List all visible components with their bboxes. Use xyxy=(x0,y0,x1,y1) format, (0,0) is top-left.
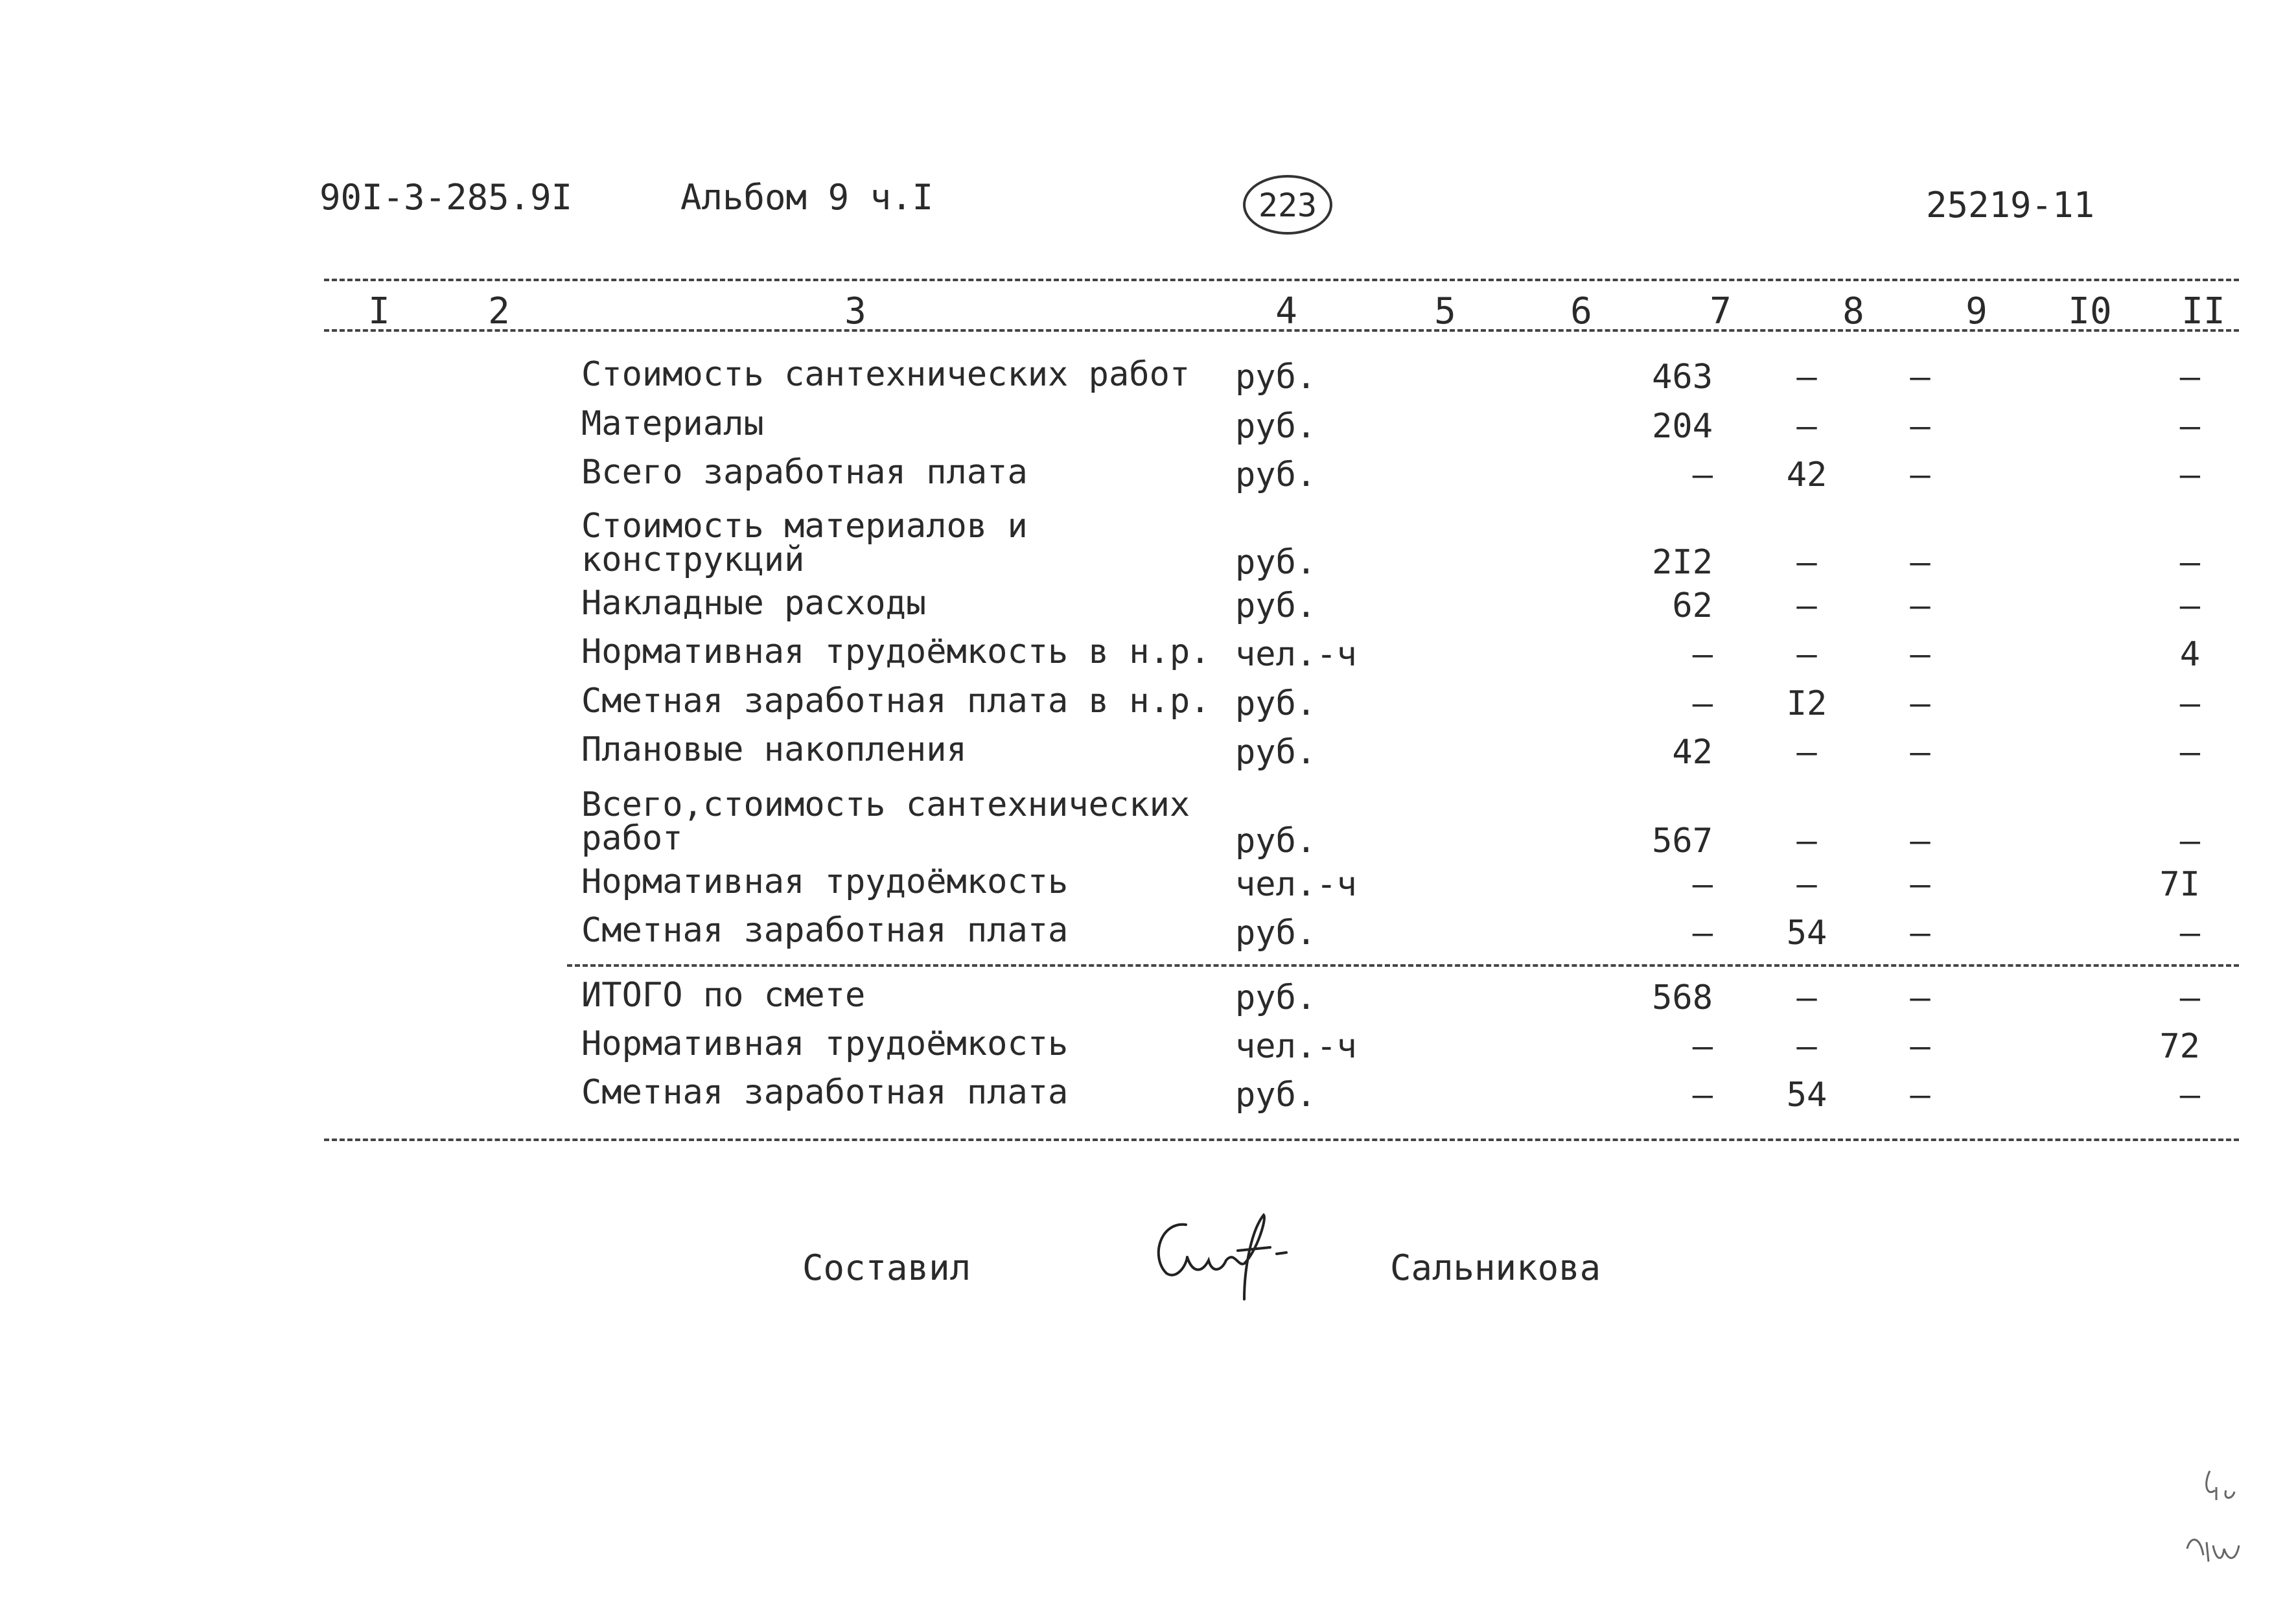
cell-col11: – xyxy=(2179,407,2200,446)
cell-col11: 72 xyxy=(2159,1027,2200,1066)
column-number: 7 xyxy=(1710,290,1732,332)
cell-col11: – xyxy=(2179,1076,2200,1115)
cell-col7: 568 xyxy=(1652,978,1713,1017)
cell-col7: – xyxy=(1692,1027,1713,1066)
row-label-line: Всего заработная плата xyxy=(581,453,1028,492)
row-unit: руб. xyxy=(1235,586,1317,625)
row-label xyxy=(581,584,927,623)
row-label-line: Нормативная трудоёмкость xyxy=(581,862,1069,901)
cell-col7: 62 xyxy=(1672,586,1713,625)
cell-col8: 42 xyxy=(1786,456,1827,494)
sheet-code: 25219-11 xyxy=(1926,185,2095,225)
row-unit: руб. xyxy=(1235,684,1317,723)
row-unit: чел.-ч xyxy=(1235,865,1357,904)
row-label-line: Материалы xyxy=(581,404,764,443)
table-row xyxy=(0,632,2296,674)
row-label xyxy=(581,682,1211,721)
cell-col7: – xyxy=(1692,1076,1713,1115)
row-label xyxy=(581,509,1028,577)
cell-col9: – xyxy=(1910,684,1931,723)
table-row xyxy=(0,730,2296,772)
row-label-line: ИТОГО по смете xyxy=(581,976,866,1015)
column-number: 5 xyxy=(1434,290,1456,332)
row-label xyxy=(581,453,1028,492)
row-unit: руб. xyxy=(1235,543,1317,582)
row-label-line: Нормативная трудоёмкость в н.р. xyxy=(581,632,1211,671)
row-label-line: работ xyxy=(581,819,683,858)
table-row xyxy=(0,584,2296,625)
cell-col7: 2I2 xyxy=(1652,543,1713,582)
compiler-name: Сальникова xyxy=(1390,1247,1601,1288)
cell-col9: – xyxy=(1910,543,1931,582)
row-label-line: Накладные расходы xyxy=(581,584,927,623)
cell-col9: – xyxy=(1910,586,1931,625)
row-label-line: конструкций xyxy=(581,540,805,579)
cell-col8: – xyxy=(1796,865,1817,904)
cell-col7: – xyxy=(1692,865,1713,904)
cell-col8: – xyxy=(1796,543,1817,582)
table-row xyxy=(0,355,2296,397)
cell-col9: – xyxy=(1910,978,1931,1017)
cell-col7: 463 xyxy=(1652,358,1713,397)
cell-col9: – xyxy=(1910,1076,1931,1115)
cell-col11: 7I xyxy=(2159,865,2200,904)
cell-col11: – xyxy=(2179,543,2200,582)
row-label xyxy=(581,862,1069,901)
table-row xyxy=(0,785,2296,861)
row-label xyxy=(581,1073,1069,1112)
page-number-badge xyxy=(1243,175,1332,235)
row-label-line: Сметная заработная плата в н.р. xyxy=(581,682,1211,721)
cell-col9: – xyxy=(1910,822,1931,861)
margin-pencil-mark xyxy=(2177,1464,2275,1581)
row-unit: руб. xyxy=(1235,407,1317,446)
row-label-line: Сметная заработная плата xyxy=(581,911,1069,950)
column-number: 8 xyxy=(1842,290,1864,332)
cell-col11: – xyxy=(2179,978,2200,1017)
row-label-line: Сметная заработная плата xyxy=(581,1073,1069,1112)
table-row xyxy=(0,682,2296,723)
table-row xyxy=(0,1024,2296,1066)
cell-col9: – xyxy=(1910,914,1931,953)
row-unit: руб. xyxy=(1235,456,1317,494)
cell-col9: – xyxy=(1910,358,1931,397)
row-unit: чел.-ч xyxy=(1235,635,1357,674)
row-unit: чел.-ч xyxy=(1235,1027,1357,1066)
cell-col11: 4 xyxy=(2179,635,2200,674)
cell-col11: – xyxy=(2179,586,2200,625)
column-number: 6 xyxy=(1570,290,1592,332)
cell-col7: 567 xyxy=(1652,822,1713,861)
cell-col8: – xyxy=(1796,1027,1817,1066)
cell-col8: – xyxy=(1796,358,1817,397)
cell-col7: – xyxy=(1692,456,1713,494)
cell-col9: – xyxy=(1910,407,1931,446)
row-unit: руб. xyxy=(1235,1076,1317,1115)
cell-col8: – xyxy=(1796,586,1817,625)
table-row xyxy=(0,862,2296,904)
column-number: I0 xyxy=(2068,290,2112,332)
cell-col7: – xyxy=(1692,914,1713,953)
column-header-rule xyxy=(324,329,2239,332)
cell-col11: – xyxy=(2179,914,2200,953)
cell-col11: – xyxy=(2179,822,2200,861)
row-label xyxy=(581,1024,1069,1063)
cell-col9: – xyxy=(1910,1027,1931,1066)
table-row xyxy=(0,404,2296,446)
cell-col11: – xyxy=(2179,684,2200,723)
row-label-line: Нормативная трудоёмкость xyxy=(581,1024,1069,1063)
table-row xyxy=(0,1073,2296,1115)
row-label xyxy=(581,632,1211,671)
column-number: 9 xyxy=(1966,290,1988,332)
cell-col8: – xyxy=(1796,822,1817,861)
compiled-by-label: Составил xyxy=(802,1247,971,1288)
column-number: I xyxy=(368,290,390,332)
row-label-line: Стоимость материалов и xyxy=(581,507,1028,546)
cell-col8: 54 xyxy=(1786,1076,1827,1115)
row-unit: руб. xyxy=(1235,733,1317,772)
cell-col8: – xyxy=(1796,733,1817,772)
row-label xyxy=(581,911,1069,950)
row-label-line: Стоимость сантехнических работ xyxy=(581,355,1190,394)
cell-col11: – xyxy=(2179,733,2200,772)
row-label-line: Всего,стоимость сантехнических xyxy=(581,785,1190,824)
row-unit: руб. xyxy=(1235,914,1317,953)
cell-col9: – xyxy=(1910,733,1931,772)
cell-col7: – xyxy=(1692,635,1713,674)
album-label: Альбом 9 ч.I xyxy=(680,177,934,218)
total-separator-rule xyxy=(567,964,2239,967)
cell-col8: 54 xyxy=(1786,914,1827,953)
row-label-line: Плановые накопления xyxy=(581,730,967,769)
row-label xyxy=(581,976,866,1015)
page-number: 223 xyxy=(1258,187,1317,224)
column-number: 4 xyxy=(1275,290,1297,332)
row-label xyxy=(581,785,1190,858)
row-label xyxy=(581,730,967,769)
cell-col11: – xyxy=(2179,456,2200,494)
cell-col8: – xyxy=(1796,407,1817,446)
row-label xyxy=(581,355,1190,394)
row-label xyxy=(581,404,764,443)
column-number: II xyxy=(2181,290,2225,332)
table-bottom-rule xyxy=(324,1139,2239,1141)
document-code: 90I-3-285.9I xyxy=(319,177,573,218)
column-number: 2 xyxy=(488,290,510,332)
table-row xyxy=(0,911,2296,953)
signature xyxy=(1147,1212,1316,1309)
table-row xyxy=(0,976,2296,1017)
cell-col8: – xyxy=(1796,978,1817,1017)
cell-col7: 204 xyxy=(1652,407,1713,446)
table-row xyxy=(0,453,2296,494)
cell-col9: – xyxy=(1910,456,1931,494)
cell-col7: 42 xyxy=(1672,733,1713,772)
row-unit: руб. xyxy=(1235,358,1317,397)
cell-col8: I2 xyxy=(1786,684,1827,723)
table-top-rule xyxy=(324,279,2239,281)
row-unit: руб. xyxy=(1235,822,1317,861)
column-number: 3 xyxy=(844,290,866,332)
row-unit: руб. xyxy=(1235,978,1317,1017)
cell-col8: – xyxy=(1796,635,1817,674)
table-row xyxy=(0,507,2296,582)
cell-col9: – xyxy=(1910,635,1931,674)
cell-col9: – xyxy=(1910,865,1931,904)
cell-col11: – xyxy=(2179,358,2200,397)
cell-col7: – xyxy=(1692,684,1713,723)
